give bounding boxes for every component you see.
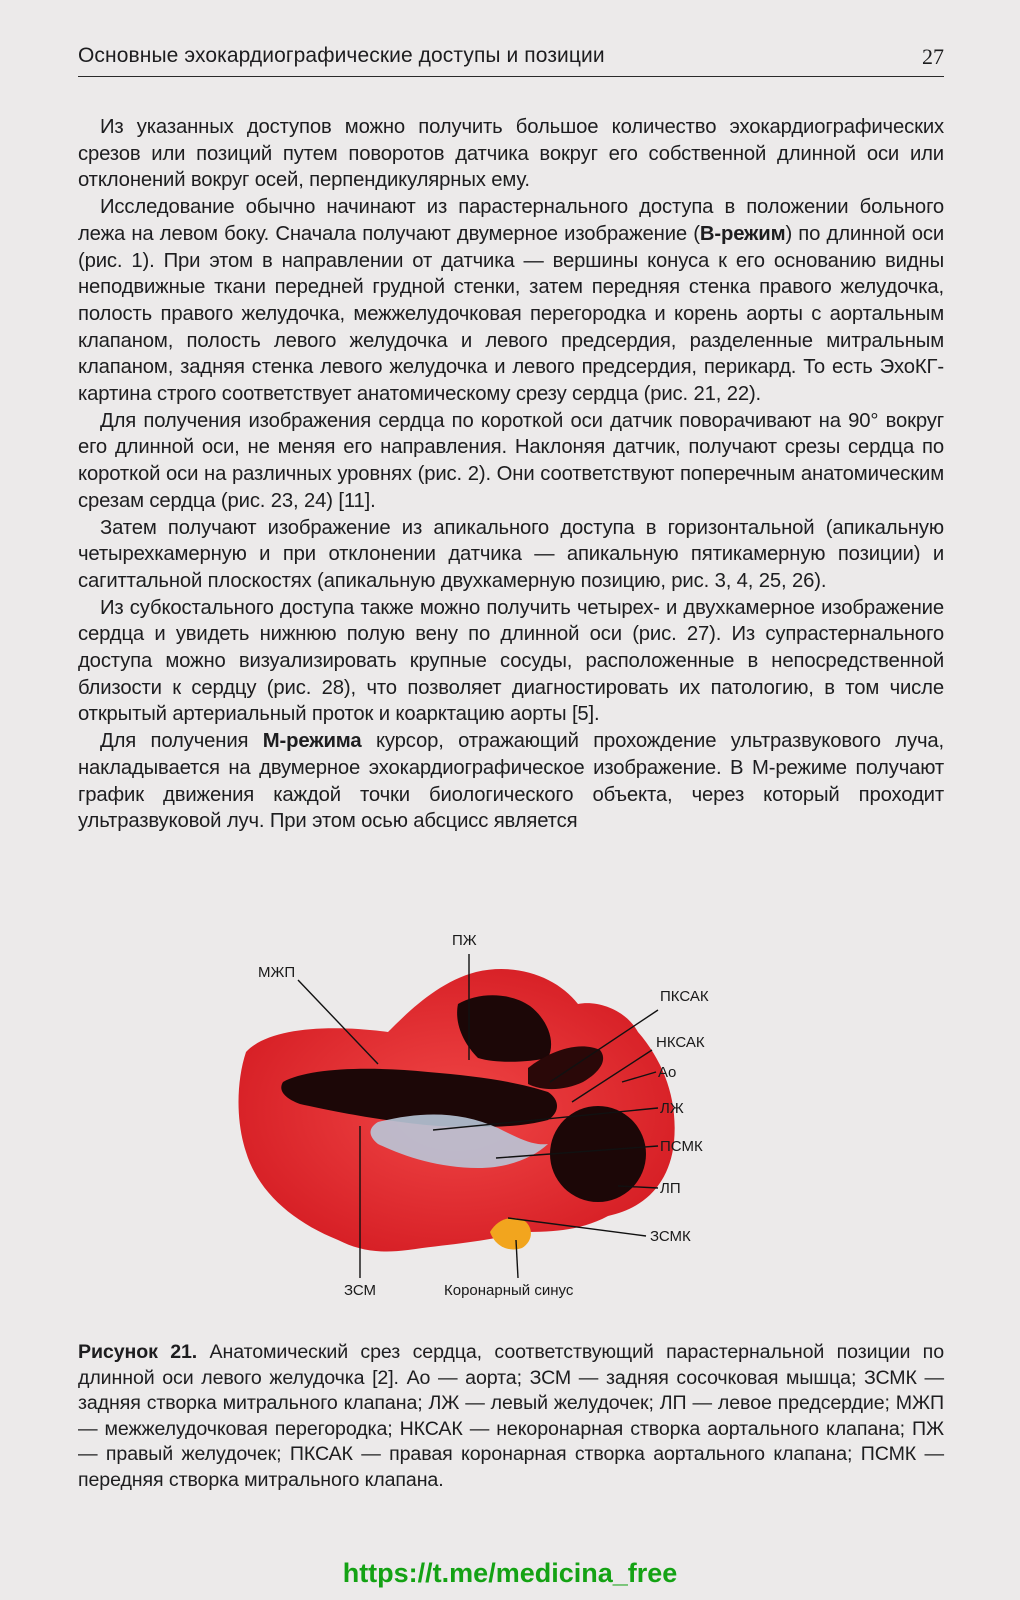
label-ao: Ао (658, 1064, 677, 1081)
label-lzh: ЛЖ (660, 1100, 684, 1117)
paragraph: Из указанных доступов можно получить большое количество эхокардиографических срезов или позиций путем поворотов датчика вокруг его собственной длинной оси или отклонений вокруг осей, перпендикулярных ему. (78, 116, 944, 192)
heart-figure (78, 932, 944, 1330)
paragraph: Для получения изображения сердца по короткой оси датчик поворачивают на 90° вокруг его длинной оси, не меняя его направления. Наклоняя датчик, получают срезы сердца по короткой оси на различных уровнях (рис. 2). Они соответствуют поперечным анатомическим срезам сердца (рис. 23, 24) [11]. (78, 409, 944, 512)
running-title: Основные эхокардиографические доступы и позиции (78, 44, 605, 67)
label-nksak: НКСАК (656, 1034, 705, 1051)
label-pksak: ПКСАК (660, 988, 709, 1005)
heart-section-illustration (78, 932, 944, 1330)
figure-caption (78, 1340, 944, 1494)
label-coronary-sinus: Коронарный синус (444, 1282, 574, 1299)
paragraph (78, 194, 944, 408)
paragraph: Из субкостального доступа также можно получить четырех- и двухкамерное изображение сердца и увидеть нижнюю полую вену по длинной оси (рис. 27). Из супрастернального доступа можно визуализировать крупные сосуды, расположенные в непосредственной близости к сердцу (рис. 28), что позволяет диагностировать их патологию, в том числе открытый артериальный проток и коарктацию аорты [5]. (78, 596, 944, 726)
caption-label: Рисунок 21. (78, 1341, 198, 1363)
paragraph (78, 728, 944, 835)
body-text (78, 114, 944, 835)
running-header (78, 44, 944, 77)
label-pzh: ПЖ (452, 932, 477, 949)
label-zsmk: ЗСМК (650, 1228, 691, 1245)
text-run: ) по длинной оси (рис. 1). При этом в направлении от датчика — вершины конуса к его основанию видны неподвижные ткани передней грудной стенки, затем передняя стенка правого желудочка, полость правого желудочка, межжелудочковая перегородка и корень аорты с аортальным клапаном, полость левого желудочка и левого предсердия, разделенные митральным клапаном, задняя стенка левого желудочка и левого предсердия, перикард. То есть ЭхоКГ-картина строго соответствует анатомическому срезу сердца (рис. 21, 22). (78, 222, 944, 406)
bold-term: М-режима (262, 730, 362, 753)
text-run: Для получения (100, 730, 263, 753)
text-run: Исследование обычно начинают из парастернального доступа в положении больного лежа на левом боку. Сначала получают двумерное изображение ( (78, 196, 944, 245)
label-psmk: ПСМК (660, 1138, 703, 1155)
label-mzhp: МЖП (258, 964, 296, 981)
page-number: 27 (922, 44, 944, 69)
label-zsm: ЗСМ (344, 1282, 377, 1299)
label-lp: ЛП (660, 1180, 681, 1197)
telegram-link[interactable]: https://t.me/medicina_free (342, 1558, 678, 1588)
bold-term: В-режим (699, 222, 786, 245)
caption-text: Анатомический срез сердца, соответствующий парастернальной позиции по длинной оси левого желудочка [2]. Ао — аорта; ЗСМ — задняя сосочковая мышца; ЗСМК — задняя створка митрального клапана; ЛЖ — левый желудочек; ЛП — левое предсердие; МЖП — межжелудочковая перегородка; НКСАК — некоронарная створка аортального клапана; ПЖ — правый желудочек; ПКСАК — правая коронарная створка аортального клапана; ПСМК — передняя створка митрального клапана. (78, 1341, 944, 1491)
paragraph: Затем получают изображение из апикального доступа в горизонтальной (апикальную четырехкамерную и при отклонении датчика — апикальную пятикамерную позиции) и сагиттальной плоскостях (апикальную двухкамерную позицию, рис. 3, 4, 25, 26). (78, 516, 944, 592)
text-run: курсор, отражающий прохождение ультразвукового луча, накладывается на двумерное эхокардиографическое изображение. В М-режиме получают график движения каждой точки биологического объекта, через который проходит ультразвуковой луч. При этом осью абсцисс является (78, 730, 944, 833)
left-atrium-cavity (550, 1106, 646, 1202)
